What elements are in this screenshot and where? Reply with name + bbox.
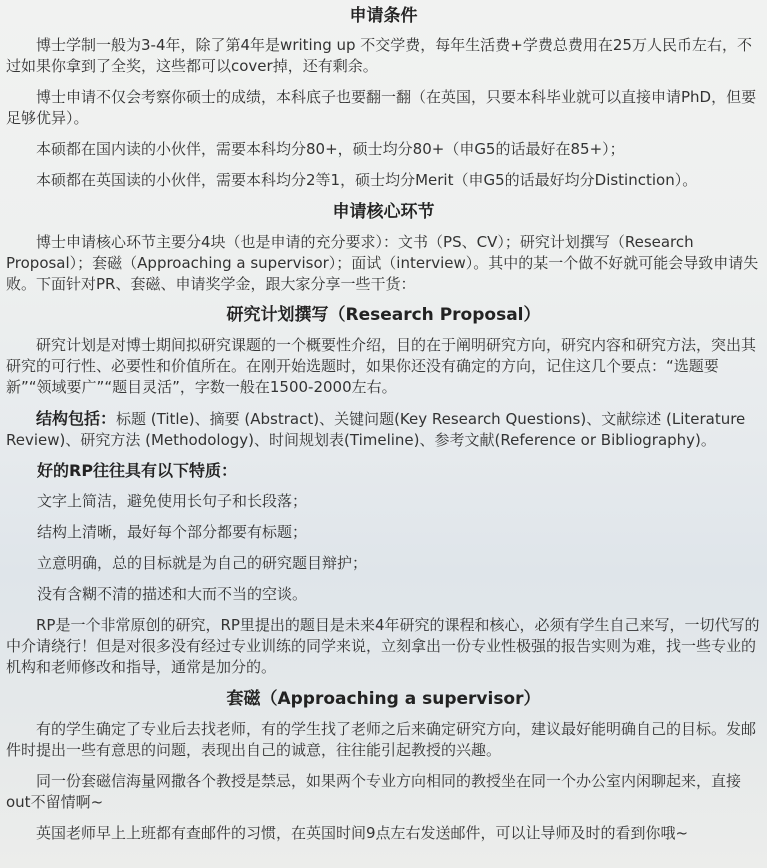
- approach-paragraph-3: 英国老师早上上班都有查邮件的习惯，在英国时间9点左右发送邮件，可以让导师及时的看到你哦~: [36, 824, 689, 842]
- list-item: 结构上清晰，最好每个部分都要有标题；: [37, 523, 308, 541]
- conditions-paragraph-3: 本硕都在国内读的小伙伴，需要本科均分80+，硕士均分80+（申G5的话最好在85+）；: [36, 140, 625, 158]
- approach-paragraph-1: 有的学生确定了专业后去找老师，有的学生找了老师之后来确定研究方向，建议最好能明确自己的目标。发邮件时提出一些有意思的问题，表现出自己的诚意，往往能引起教授的兴趣。: [6, 720, 757, 759]
- rp-features-title: 好的RP往往具有以下特质：: [37, 461, 238, 480]
- approach-paragraph-2: 同一份套磁信海量网撒各个教授是禁忌，如果两个专业方向相同的教授坐在同一个办公室内闲聊起来，直接out不留情啊~: [6, 772, 742, 811]
- section-title-approach: 套磁（Approaching a supervisor）: [226, 689, 541, 709]
- list-item: 没有含糊不清的描述和大而不当的空谈。: [37, 585, 308, 603]
- section-title-core: 申请核心环节: [332, 202, 435, 222]
- rp-intro-paragraph: 研究计划是对博士期间拟研究课题的一个概要性介绍，目的在于阐明研究方向，研究内容和研究方法，突出其研究的可行性、必要性和价值所在。在刚开始选题时，如果你还没有确定的方向，记住这几个要点：“选题要新”“领域要广”“题目灵活”，字数一般在1500-2000左右。: [6, 336, 757, 396]
- conditions-paragraph-4: 本硕都在英国读的小伙伴，需要本科均分2等1，硕士均分Merit（申G5的话最好均分Distinction）。: [36, 171, 698, 189]
- conditions-paragraph-2: 博士申请不仅会考察你硕士的成绩，本科底子也要翻一翻（在英国，只要本科毕业就可以直接申请PhD，但要足够优异）。: [6, 88, 757, 127]
- rp-features-list: [6, 491, 761, 605]
- core-paragraph-1: 博士申请核心环节主要分4块（也是申请的充分要求）：文书（PS、CV）；研究计划撰写（Research Proposal）；套磁（Approaching a supervisor）；面试（interview）。其中的某一个做不好就可能会导致申请失败。下面针对PR、套磁、申请奖学金，跟大家分享一些干货：: [6, 233, 759, 293]
- list-item: 立意明确，总的目标就是为自己的研究题目辩护；: [37, 554, 368, 572]
- rp-structure-label: 结构包括：: [36, 409, 117, 428]
- section-title-rp: 研究计划撰写（Research Proposal）: [226, 305, 541, 325]
- rp-structure-paragraph: [6, 408, 761, 451]
- list-item: 文字上简洁，避免使用长句子和长段落；: [37, 492, 308, 510]
- section-title-conditions: 申请条件: [349, 6, 418, 26]
- rp-structure-text: 标题 (Title)、摘要 (Abstract)、关键问题(Key Research Questions)、文献综述 (Literature Review)、研究方法 (Methodology)、时间规划表(Timeline)、参考文献(Reference or Bibliography)。: [6, 410, 746, 449]
- conditions-paragraph-1: 博士学制一般为3-4年，除了第4年是writing up 不交学费，每年生活费+学费总费用在25万人民币左右，不过如果你拿到了全奖，这些都可以cover掉，还有剩余。: [6, 36, 752, 75]
- rp-closing-paragraph: RP是一个非常原创的研究，RP里提出的题目是未来4年研究的课程和核心，必须有学生自己来写，一切代写的中介请绕行！但是对很多没有经过专业训练的同学来说，立刻拿出一份专业性极强的报告实则为难，找一些专业的机构和老师修改和指导，通常是加分的。: [6, 616, 760, 676]
